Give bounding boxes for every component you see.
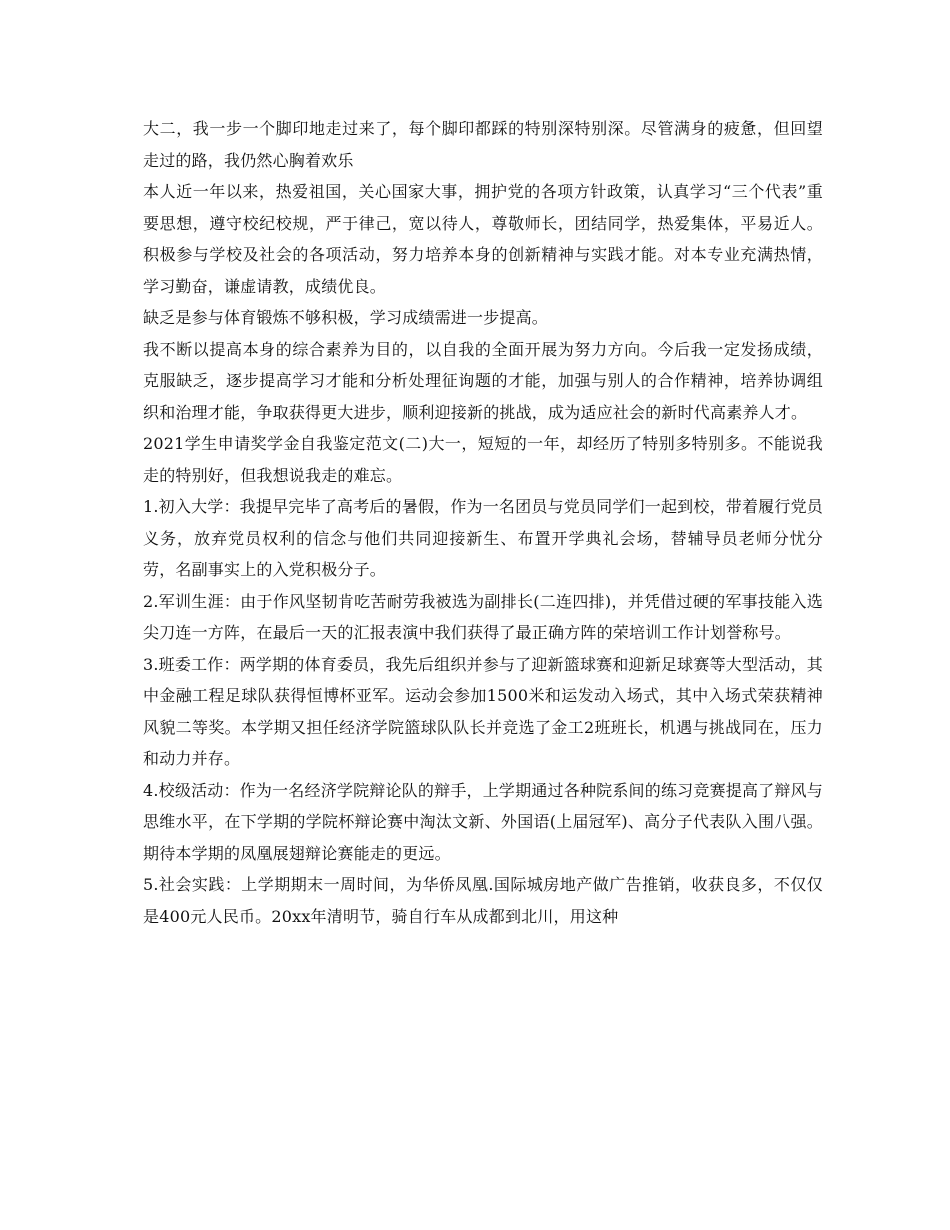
paragraph-sample-title: 2021学生申请奖学金自我鉴定范文(二)大一，短短的一年，却经历了特别多特别多。不能说我走的特别好，但我想说我走的难忘。	[143, 434, 823, 485]
paragraph-shortcomings: 缺乏是参与体育锻炼不够积极，学习成绩需进一步提高。	[143, 308, 549, 327]
paragraph-intro: 大二，我一步一个脚印地走过来了，每个脚印都踩的特别深特别深。尽管满身的疲惫，但回望走过的路，我仍然心胸着欢乐	[143, 119, 823, 170]
document-body	[143, 113, 823, 932]
list-item-military-training: 2.军训生涯：由于作风坚韧肯吃苦耐劳我被选为副排长(二连四排)，并凭借过硬的军事技能入选尖刀连一方阵，在最后一天的汇报表演中我们获得了最正确方阵的荣培训工作计划誉称号。	[143, 591, 823, 642]
list-item-school-activities: 4.校级活动：作为一名经济学院辩论队的辩手，上学期通过各种院系间的练习竞赛提高了辩风与思维水平，在下学期的学院杯辩论赛中淘汰文新、外国语(上届冠军)、高分子代表队入围八强。期待本学期的凤凰展翅辩论赛能走的更远。	[143, 780, 823, 863]
paragraph-self-summary: 本人近一年以来，热爱祖国，关心国家大事，拥护党的各项方针政策，认真学习“三个代表”重要思想，遵守校纪校规，严于律己，宽以待人，尊敬师长，团结同学，热爱集体，平易近人。积极参与学校及社会的各项活动，努力培养本身的创新精神与实践才能。对本专业充满热情，学习勤奋，谦虚请教，成绩优良。	[143, 182, 823, 296]
list-item-university-entry: 1.初入大学：我提早完毕了高考后的暑假，作为一名团员与党员同学们一起到校，带着履行党员义务，放弃党员权利的信念与他们共同迎接新生、布置开学典礼会场，替辅导员老师分忧分劳，名副事实上的入党积极分子。	[143, 497, 823, 579]
list-item-social-practice: 5.社会实践：上学期期末一周时间，为华侨凤凰.国际城房地产做广告推销，收获良多，不仅仅是400元人民币。20xx年清明节，骑自行车从成都到北川，用这种	[143, 875, 823, 926]
paragraph-goals: 我不断以提高本身的综合素养为目的，以自我的全面开展为努力方向。今后我一定发扬成绩，克服缺乏，逐步提高学习才能和分析处理征询题的才能，加强与别人的合作精神，培养协调组织和治理才能，争取获得更大进步，顺利迎接新的挑战，成为适应社会的新时代高素养人才。	[143, 339, 823, 422]
list-item-class-committee: 3.班委工作：两学期的体育委员，我先后组织并参与了迎新篮球赛和迎新足球赛等大型活动，其中金融工程足球队获得恒博杯亚军。运动会参加1500米和运发动入场式，其中入场式荣获精神风貌二等奖。本学期又担任经济学院篮球队队长并竞选了金工2班班长，机遇与挑战同在，压力和动力并存。	[143, 654, 823, 768]
